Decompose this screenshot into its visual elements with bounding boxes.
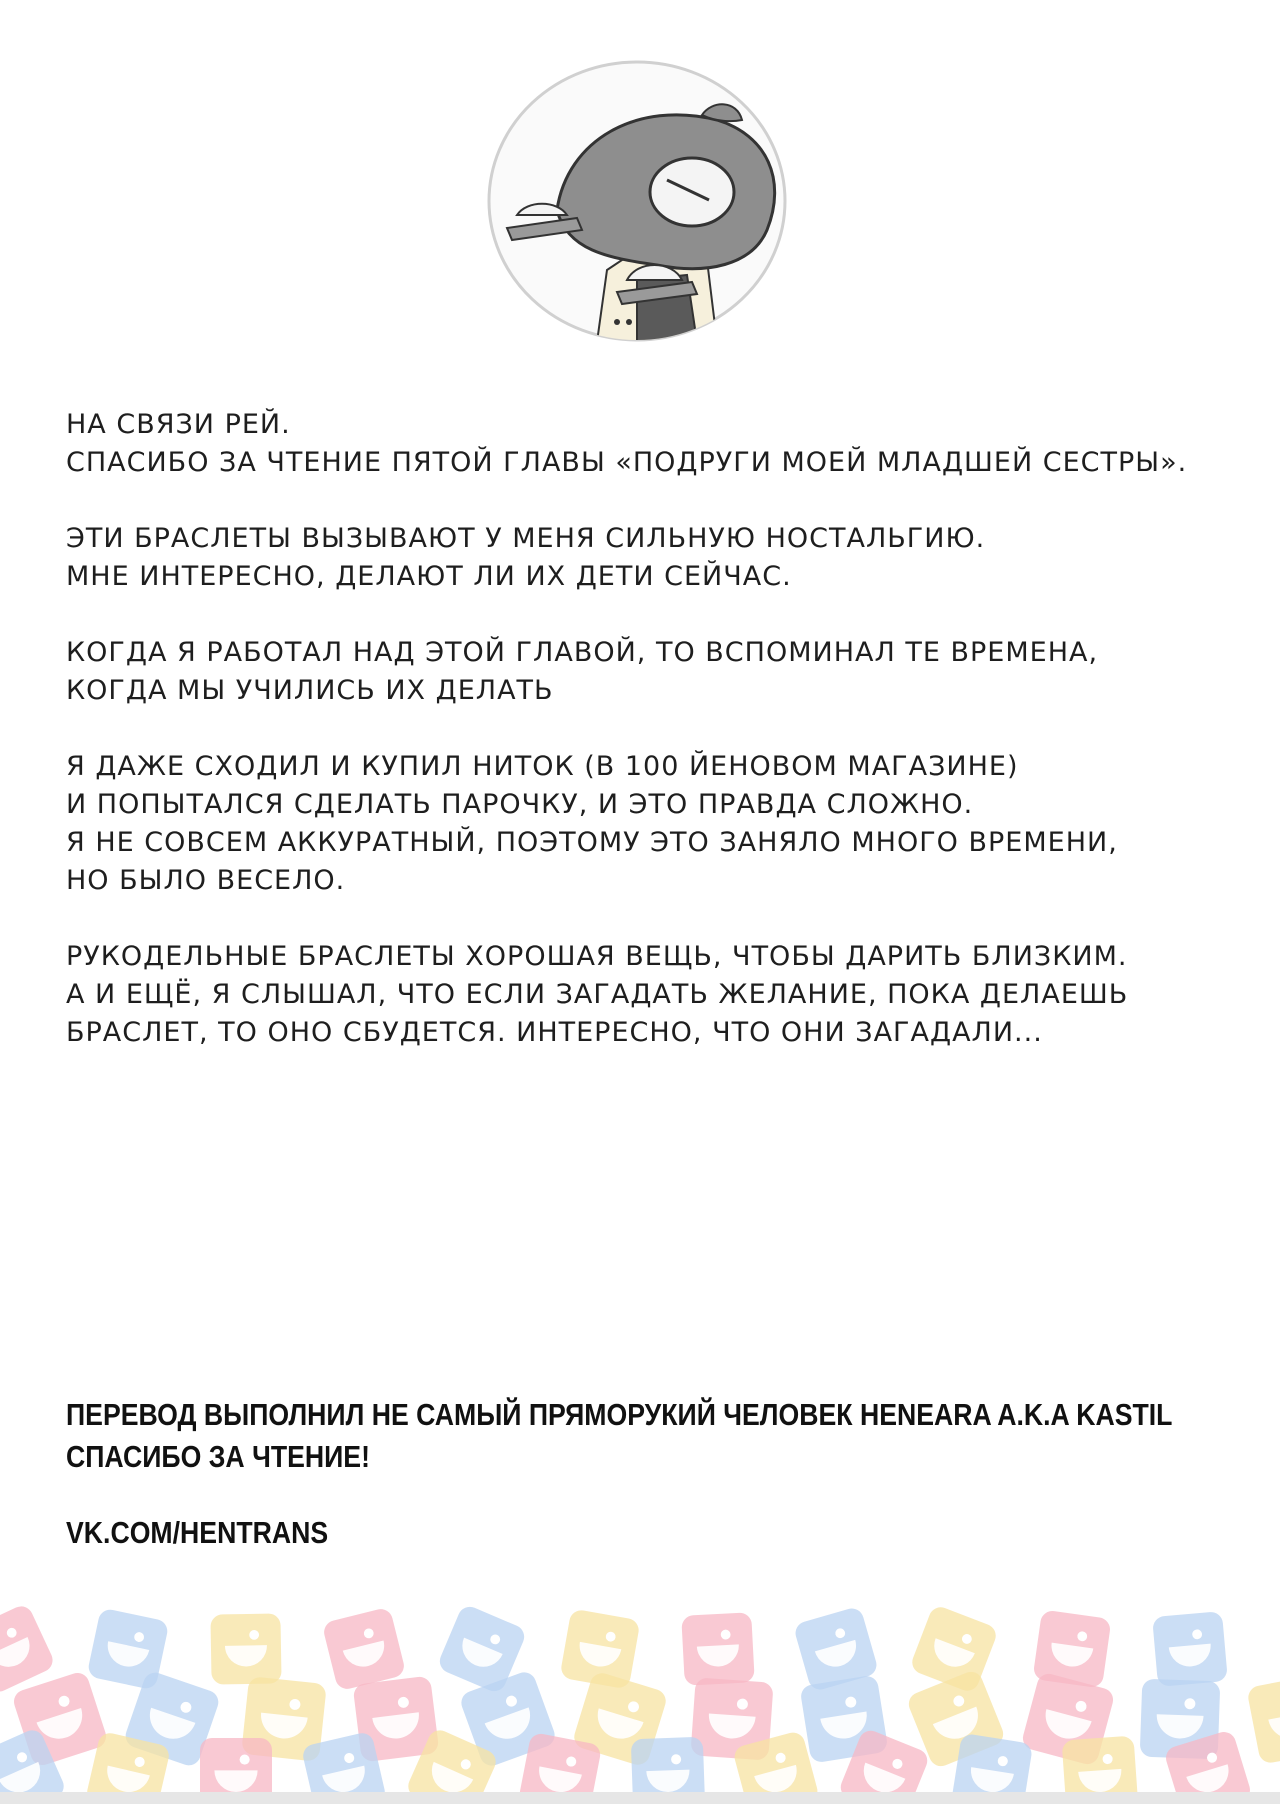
smiling-block-icon <box>0 1602 57 1695</box>
note-paragraph <box>66 748 1256 900</box>
note-line: РУКОДЕЛЬНЫЕ БРАСЛЕТЫ ХОРОШАЯ ВЕЩЬ, ЧТОБЫ ДАРИТЬ БЛИЗКИМ. <box>66 941 1128 972</box>
credits-translator-line: ПЕРЕВОД ВЫПОЛНИЛ НЕ САМЫЙ ПРЯМОРУКИЙ ЧЕЛОВЕК HENEARA A.K.A KASTIL <box>66 1397 1173 1432</box>
note-line: НА СВЯЗИ РЕЙ. <box>66 409 291 440</box>
note-paragraph <box>66 938 1256 1052</box>
note-line: НО БЫЛО ВЕСЕЛО. <box>66 865 346 896</box>
note-line: БРАСЛЕТ, ТО ОНО СБУДЕТСЯ. ИНТЕРЕСНО, ЧТО ОНИ ЗАГАДАЛИ... <box>66 1017 1043 1048</box>
translator-credits <box>66 1394 1173 1554</box>
author-avatar-icon <box>487 60 787 342</box>
smiling-block-icon <box>1246 1673 1280 1764</box>
note-line: А И ЕЩЁ, Я СЛЫШАЛ, ЧТО ЕСЛИ ЗАГАДАТЬ ЖЕЛАНИЕ, ПОКА ДЕЛАЕШЬ <box>66 979 1129 1010</box>
note-paragraph <box>66 520 1256 596</box>
note-line: Я ДАЖЕ СХОДИЛ И КУПИЛ НИТОК (В 100 ЙЕНОВОМ МАГАЗИНЕ) <box>66 751 1019 782</box>
note-line: И ПОПЫТАЛСЯ СДЕЛАТЬ ПАРОЧКУ, И ЭТО ПРАВДА СЛОЖНО. <box>66 789 974 820</box>
smiling-block-icon <box>1152 1611 1228 1687</box>
smiling-block-icon <box>322 1607 407 1692</box>
credits-thanks-line: СПАСИБО ЗА ЧТЕНИЕ! <box>66 1439 370 1474</box>
note-line: КОГДА Я РАБОТАЛ НАД ЭТОЙ ГЛАВОЙ, ТО ВСПОМИНАЛ ТЕ ВРЕМЕНА, <box>66 637 1099 668</box>
smiling-block-icon <box>210 1613 281 1684</box>
note-line: МНЕ ИНТЕРЕСНО, ДЕЛАЮТ ЛИ ИХ ДЕТИ СЕЙЧАС. <box>66 561 792 592</box>
vk-link[interactable]: VK.COM/HENTRANS <box>66 1515 329 1550</box>
note-paragraph <box>66 634 1256 710</box>
note-paragraph <box>66 406 1256 482</box>
bottom-strip <box>0 1792 1280 1804</box>
note-line: Я НЕ СОВСЕМ АККУРАТНЫЙ, ПОЭТОМУ ЭТО ЗАНЯЛО МНОГО ВРЕМЕНИ, <box>66 827 1118 858</box>
author-note <box>66 406 1256 1090</box>
note-line: ЭТИ БРАСЛЕТЫ ВЫЗЫВАЮТ У МЕНЯ СИЛЬНУЮ НОСТАЛЬГИЮ. <box>66 523 986 554</box>
note-line: СПАСИБО ЗА ЧТЕНИЕ ПЯТОЙ ГЛАВЫ «ПОДРУГИ МОЕЙ МЛАДШЕЙ СЕСТРЫ». <box>66 447 1188 478</box>
smiling-block-icon <box>681 1612 755 1686</box>
smiling-blocks-border-icon <box>0 1579 1280 1804</box>
note-line: КОГДА МЫ УЧИЛИСЬ ИХ ДЕЛАТЬ <box>66 675 554 706</box>
